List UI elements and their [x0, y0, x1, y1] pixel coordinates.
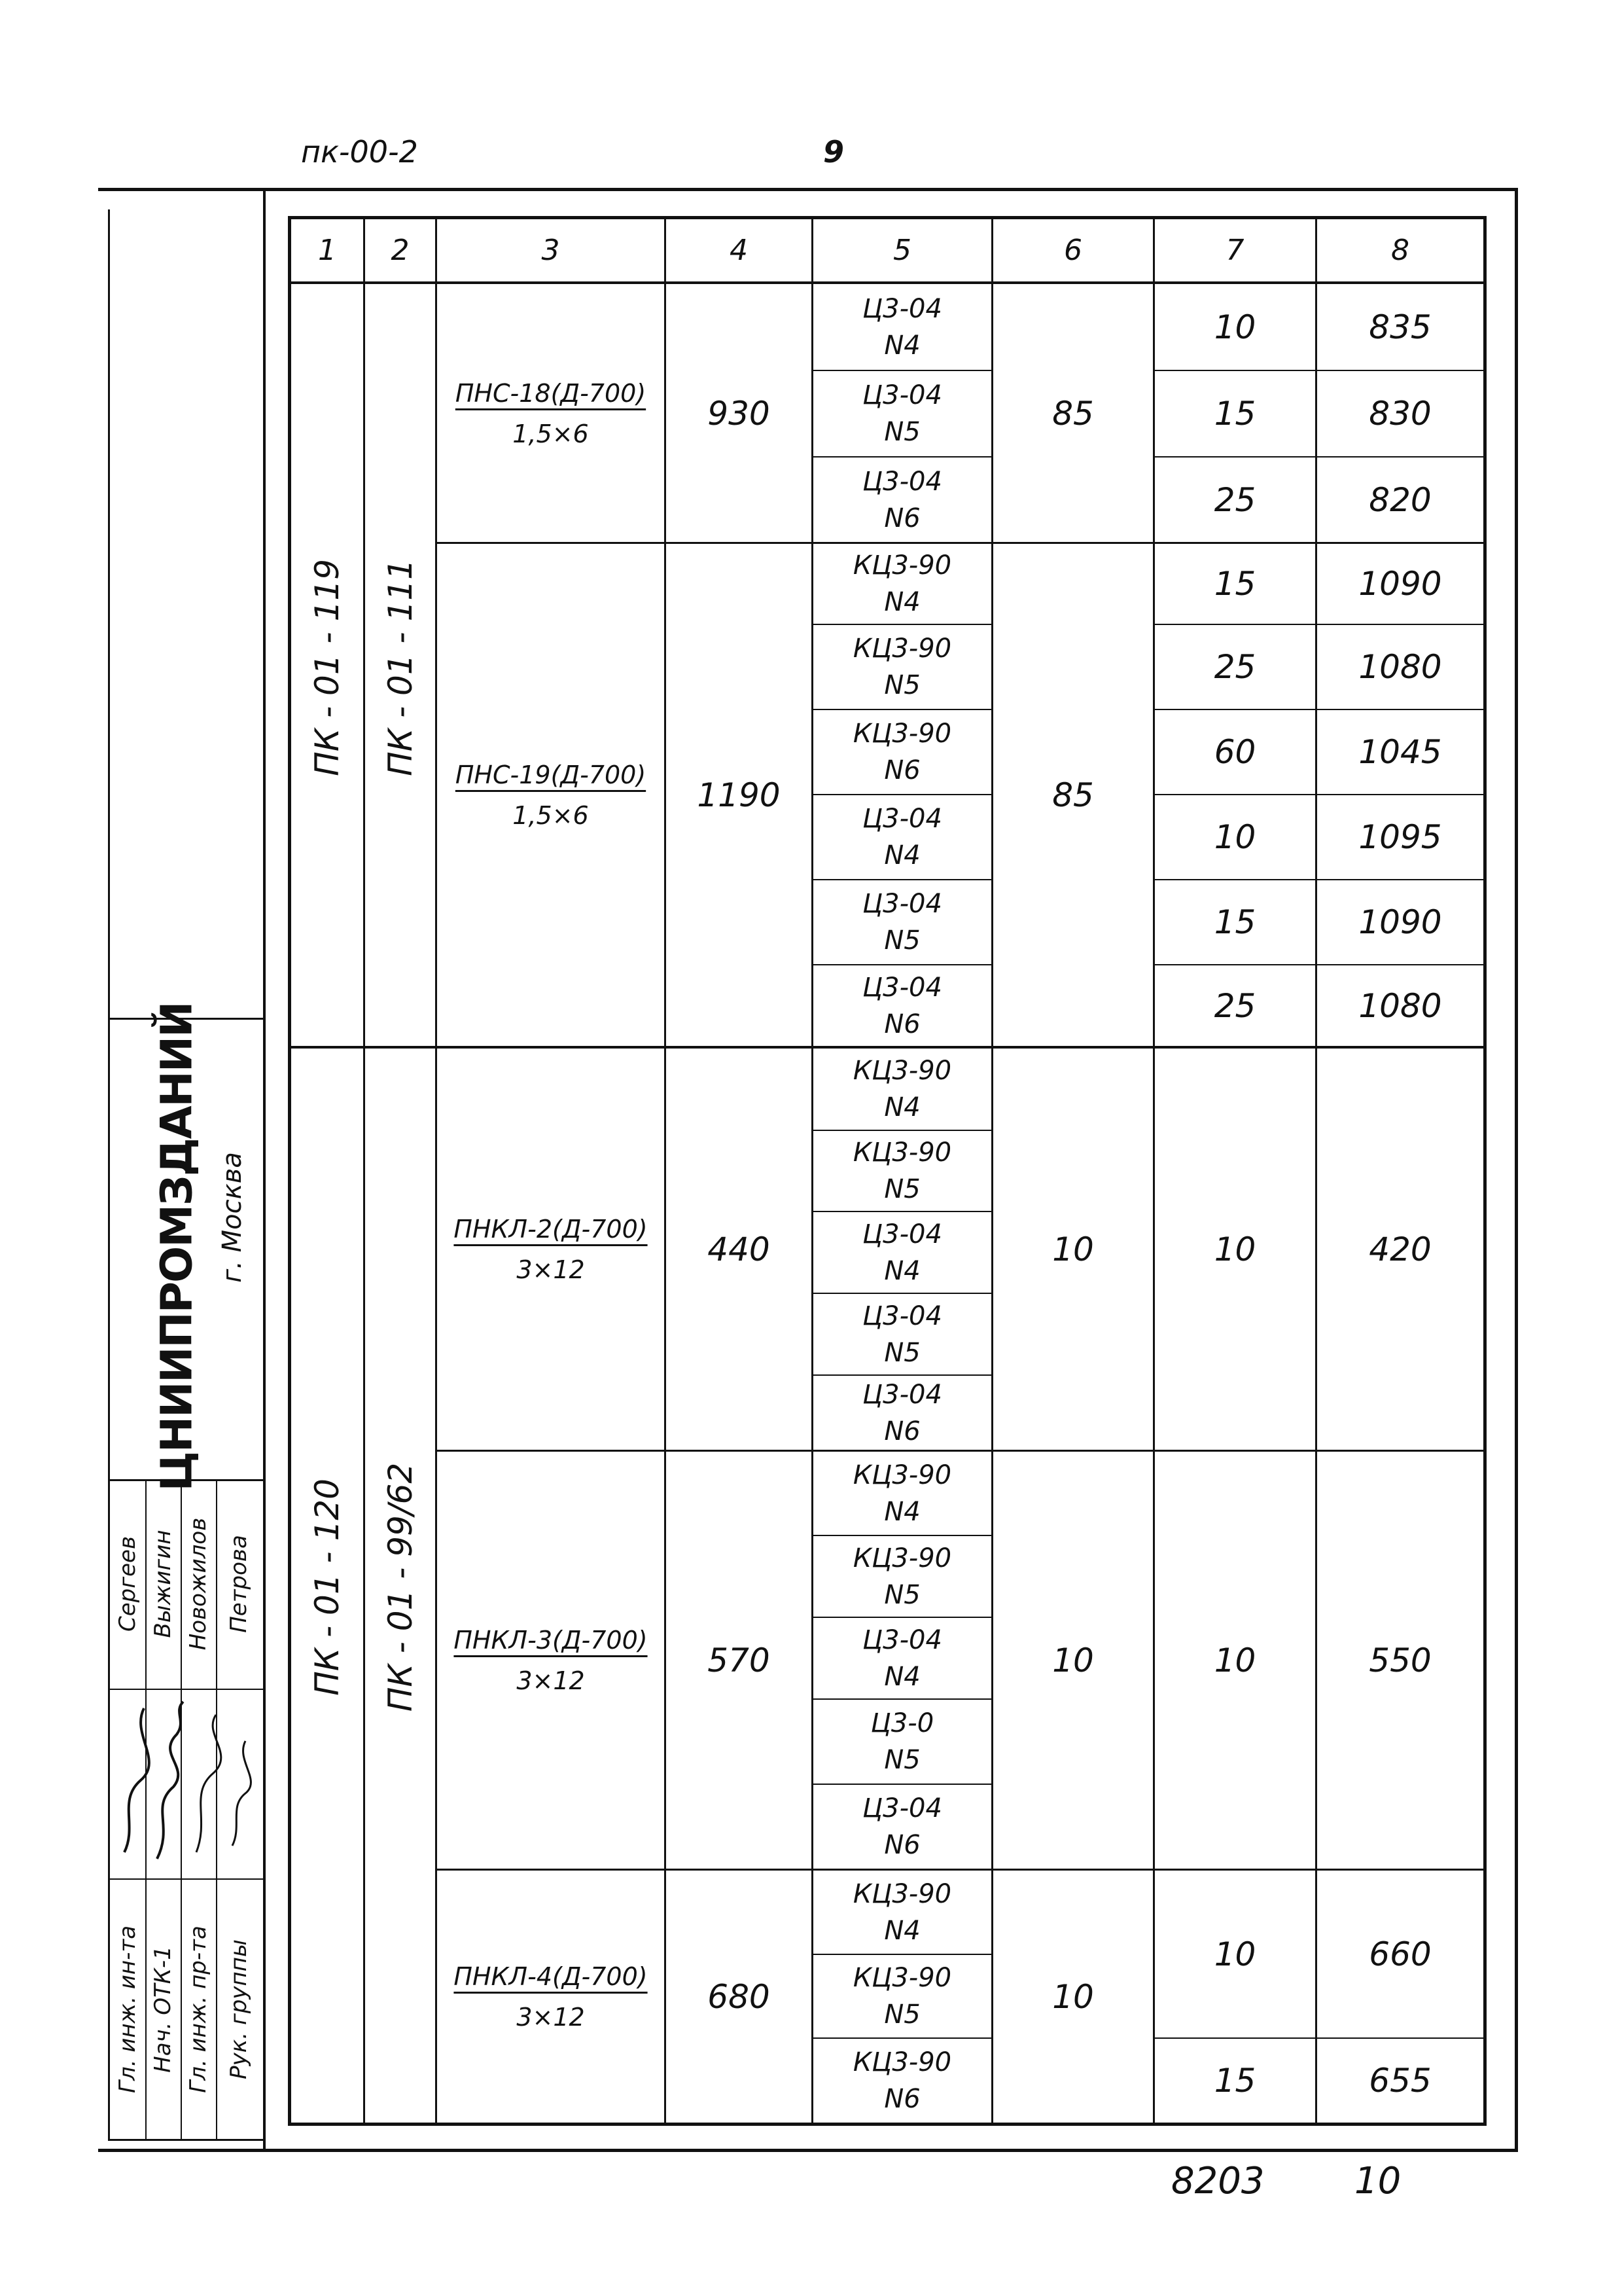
material-cell — [813, 1452, 991, 1535]
col4-value: 440 — [707, 1230, 770, 1268]
col7-value: 10 — [1214, 1230, 1256, 1268]
document-code: пк-00-2 — [301, 134, 418, 170]
material-cell — [813, 371, 991, 456]
col6-value: 10 — [1052, 1230, 1094, 1268]
col8-value: 420 — [1369, 1230, 1432, 1268]
material-number: N5 — [884, 670, 921, 700]
product-name: ПНС-18(Д-700) — [455, 378, 646, 408]
material-grade: КЦ3-90 — [853, 1460, 952, 1490]
material-number: N4 — [884, 587, 921, 617]
material-number: N5 — [884, 925, 921, 956]
material-cell — [813, 457, 991, 542]
col8-value: 1095 — [1358, 818, 1442, 856]
stamp-role-4: Рук. группы — [226, 1939, 252, 2079]
col8-value: 550 — [1369, 1641, 1432, 1679]
material-number: N4 — [884, 1092, 921, 1122]
material-number: N5 — [884, 1337, 921, 1368]
col8-value: 1090 — [1358, 903, 1442, 941]
material-cell — [813, 1785, 991, 1869]
col7-value: 25 — [1214, 480, 1256, 519]
material-number: N4 — [884, 331, 921, 361]
material-grade: КЦ3-90 — [853, 1543, 952, 1573]
material-grade: КЦ3-90 — [853, 719, 952, 749]
material-number: N4 — [884, 1496, 921, 1527]
material-number: N6 — [884, 1009, 921, 1039]
product-cell — [437, 1049, 664, 1450]
stamp-role-3: Гл. инж. пр-та — [185, 1926, 211, 2093]
footer-code: 8203 — [1171, 2160, 1265, 2202]
material-grade: КЦ3-90 — [853, 1056, 952, 1086]
material-number: N5 — [884, 417, 921, 447]
material-grade: Ц3-04 — [862, 294, 942, 324]
material-cell — [813, 880, 991, 964]
material-grade: Ц3-04 — [862, 1379, 942, 1410]
material-grade: Ц3-04 — [862, 889, 942, 919]
table-border-right — [1483, 216, 1487, 2126]
product-cell — [437, 1452, 664, 1869]
material-number: N4 — [884, 840, 921, 870]
stamp-name-2: Выжигин — [150, 1530, 176, 1638]
material-grade: Ц3-04 — [862, 1793, 942, 1823]
col8-value: 1045 — [1358, 733, 1442, 771]
material-number: N6 — [884, 755, 921, 785]
material-number: N4 — [884, 1255, 921, 1286]
material-cell — [813, 1376, 991, 1450]
col7-value: 60 — [1214, 733, 1256, 771]
product-dimensions: 1,5×6 — [512, 800, 589, 830]
col7-value: 15 — [1214, 565, 1256, 603]
col8-value: 820 — [1369, 480, 1432, 519]
col7-value: 10 — [1214, 1935, 1256, 1973]
stamp-role-2: Нач. ОТК-1 — [150, 1946, 176, 2073]
material-cell — [813, 1131, 991, 1211]
material-grade: КЦ3-90 — [853, 634, 952, 664]
col6-value: 85 — [1052, 776, 1094, 814]
col6-value: 85 — [1052, 394, 1094, 433]
col7-value: 10 — [1214, 1641, 1256, 1679]
product-dimensions: 1,5×6 — [512, 419, 589, 448]
product-dimensions: 3×12 — [516, 2002, 585, 2032]
material-cell — [813, 1294, 991, 1374]
product-name: ПНС-19(Д-700) — [455, 760, 646, 789]
material-grade: Ц3-04 — [862, 804, 942, 834]
header-separator — [288, 281, 1487, 284]
material-grade: Ц3-04 — [862, 1219, 942, 1249]
product-cell — [437, 544, 664, 1046]
col2-block-2: ПК - 01 - 99/62 — [381, 1462, 419, 1712]
col7-value: 15 — [1214, 2062, 1256, 2100]
stamp-role-1: Гл. инж. ин-та — [115, 1925, 141, 2094]
col-sep-1 — [363, 216, 365, 2126]
material-cell — [813, 285, 991, 370]
footer-sheet-number: 10 — [1354, 2160, 1402, 2202]
stamp-name-4: Петрова — [226, 1535, 252, 1633]
col7-value: 15 — [1214, 903, 1256, 941]
table-border-bottom — [288, 2123, 1487, 2126]
col8-value: 1080 — [1358, 648, 1442, 686]
col8-value: 835 — [1369, 308, 1432, 346]
material-number: N4 — [884, 1661, 921, 1692]
material-number: N6 — [884, 2084, 921, 2114]
material-number: N4 — [884, 1915, 921, 1946]
col8-value: 655 — [1369, 2062, 1432, 2100]
stamp-name-1: Сергеев — [115, 1536, 141, 1632]
product-name: ПНКЛ-2(Д-700) — [453, 1214, 648, 1244]
material-number: N6 — [884, 1416, 921, 1446]
col6-value: 10 — [1052, 1977, 1094, 2016]
header-col-6: 6 — [1064, 234, 1082, 267]
stamp-name-3: Новожилов — [185, 1517, 211, 1651]
col8-value: 1080 — [1358, 986, 1442, 1025]
header-col-7: 7 — [1226, 234, 1244, 267]
material-cell — [813, 544, 991, 624]
material-grade: Ц3-04 — [862, 972, 942, 1003]
material-number: N5 — [884, 2000, 921, 2030]
col4-value: 680 — [707, 1977, 770, 2016]
material-grade: КЦ3-90 — [853, 2047, 952, 2077]
material-grade: Ц3-04 — [862, 466, 942, 497]
product-cell — [437, 1871, 664, 2123]
material-grade: КЦ3-90 — [853, 1963, 952, 1993]
col8-value: 660 — [1369, 1935, 1432, 1973]
material-cell — [813, 1618, 991, 1698]
material-cell — [813, 1871, 991, 1954]
page-number: 9 — [823, 134, 845, 170]
col4-value: 1190 — [697, 776, 781, 814]
product-dimensions: 3×12 — [516, 1666, 585, 1695]
col7-value: 10 — [1214, 818, 1256, 856]
col7-value: 15 — [1214, 395, 1256, 433]
material-number: N5 — [884, 1174, 921, 1204]
header-col-3: 3 — [541, 234, 560, 267]
material-cell — [813, 965, 991, 1046]
material-cell — [813, 1955, 991, 2037]
material-cell — [813, 1700, 991, 1784]
material-cell — [813, 710, 991, 794]
material-number: N5 — [884, 1745, 921, 1775]
material-number: N6 — [884, 1830, 921, 1860]
material-number: N5 — [884, 1579, 921, 1610]
table-border-left — [288, 216, 291, 2126]
material-number: N6 — [884, 503, 921, 533]
col2-block-1: ПК - 01 - 111 — [381, 559, 419, 776]
col7-value: 25 — [1214, 648, 1256, 686]
header-col-4: 4 — [730, 234, 748, 267]
material-cell — [813, 1536, 991, 1617]
col1-block-1: ПК - 01 - 119 — [308, 559, 346, 776]
col7-value: 25 — [1214, 986, 1256, 1025]
material-cell — [813, 625, 991, 709]
product-cell — [437, 285, 664, 542]
material-cell — [813, 795, 991, 879]
material-cell — [813, 2039, 991, 2123]
material-grade: КЦ3-90 — [853, 1878, 952, 1909]
header-col-8: 8 — [1391, 234, 1409, 267]
organization-city: г. Москва — [217, 1152, 247, 1283]
material-grade: Ц3-04 — [862, 1624, 942, 1655]
material-grade: Ц3-0 — [870, 1708, 934, 1738]
col1-block-2: ПК - 01 - 120 — [308, 1479, 346, 1696]
header-col-2: 2 — [391, 234, 410, 267]
organization-name: ЦНИИПРОМЗДАНИЙ — [151, 1002, 202, 1492]
header-col-5: 5 — [893, 234, 911, 267]
material-cell — [813, 1049, 991, 1130]
product-name: ПНКЛ-4(Д-700) — [453, 1962, 648, 1991]
col4-value: 930 — [707, 394, 770, 433]
col6-value: 10 — [1052, 1641, 1094, 1679]
material-cell — [813, 1212, 991, 1293]
material-grade: Ц3-04 — [862, 380, 942, 410]
material-grade: Ц3-04 — [862, 1300, 942, 1331]
header-col-1: 1 — [318, 234, 336, 267]
col8-value: 1090 — [1358, 565, 1442, 603]
col4-value: 570 — [707, 1641, 770, 1679]
col8-value: 830 — [1369, 395, 1432, 433]
col7-value: 10 — [1214, 308, 1256, 346]
product-name: ПНКЛ-3(Д-700) — [453, 1625, 648, 1655]
product-dimensions: 3×12 — [516, 1255, 585, 1284]
material-grade: КЦ3-90 — [853, 1138, 952, 1168]
material-grade: КЦ3-90 — [853, 550, 952, 581]
